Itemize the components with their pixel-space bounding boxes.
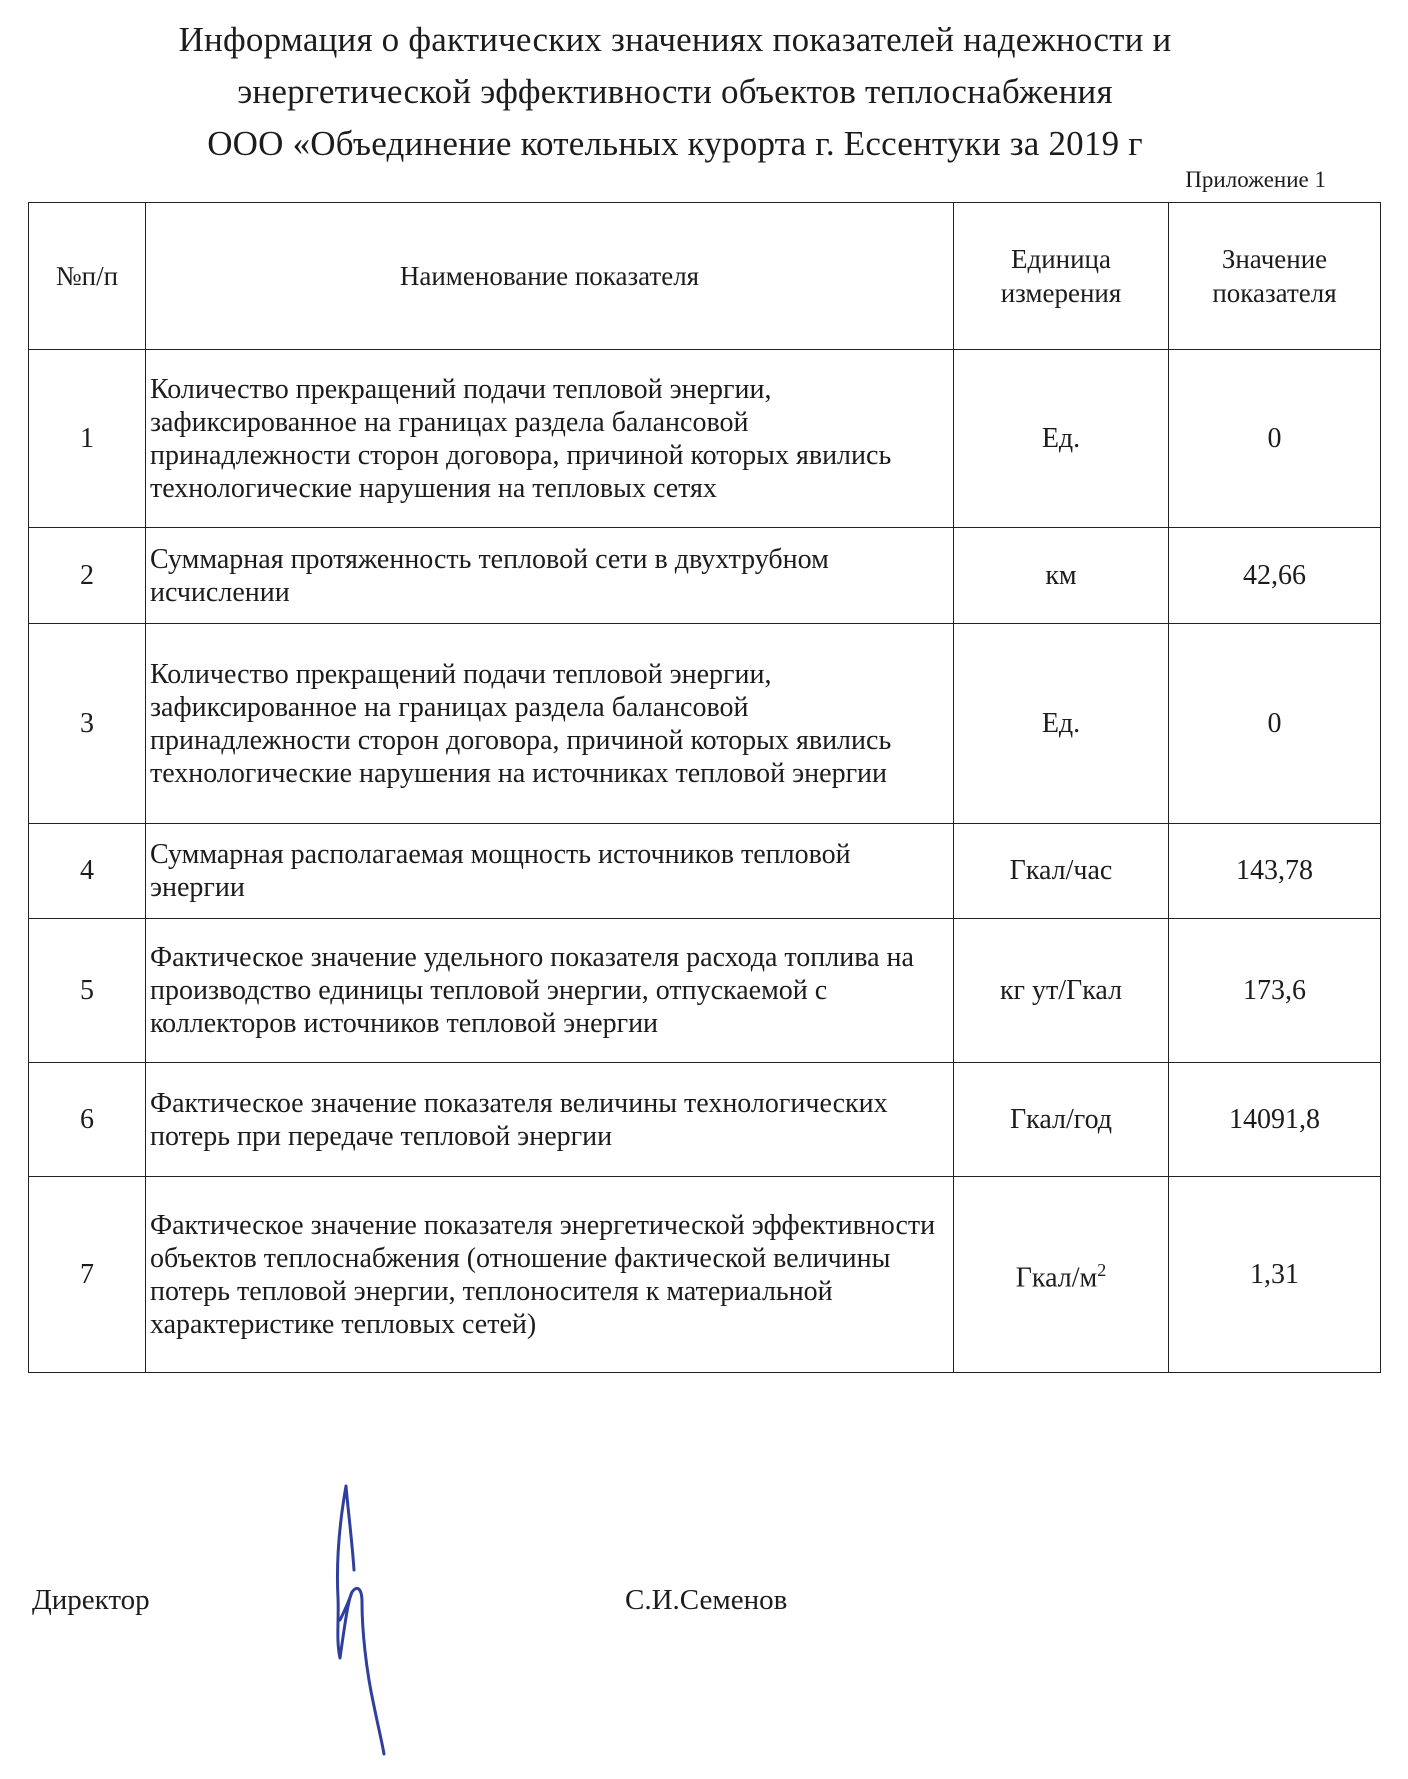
row-value: 14091,8 — [1169, 1063, 1381, 1177]
row-name: Суммарная располагаемая мощность источников тепловой энергии — [146, 824, 954, 919]
appendix-label: Приложение 1 — [1185, 167, 1326, 192]
table-row — [29, 528, 1381, 624]
row-number: 3 — [29, 624, 146, 824]
row-value: 0 — [1169, 624, 1381, 824]
row-number: 1 — [29, 350, 146, 528]
row-unit: Гкал/год — [954, 1063, 1169, 1177]
document-title — [80, 14, 1270, 170]
row-name: Количество прекращений подачи тепловой энергии, зафиксированное на границах раздела балансовой принадлежности сторон договора, причиной которых явились технологические нарушения на тепловых сетях — [146, 350, 954, 528]
table-row — [29, 919, 1381, 1063]
header-number: №п/п — [29, 203, 146, 350]
table-row — [29, 824, 1381, 919]
title-line-2: энергетической эффективности объектов теплоснабжения — [237, 72, 1113, 111]
row-unit: кг ут/Гкал — [954, 919, 1169, 1063]
row-name: Количество прекращений подачи тепловой энергии, зафиксированное на границах раздела балансовой принадлежности сторон договора, причиной которых явились технологические нарушения на источниках тепловой энергии — [146, 624, 954, 824]
table-row — [29, 1063, 1381, 1177]
row-unit — [954, 1177, 1169, 1373]
row-value: 1,31 — [1169, 1177, 1381, 1373]
signature-name: С.И.Семенов — [625, 1584, 788, 1616]
row-number: 7 — [29, 1177, 146, 1373]
signature-stroke — [337, 1486, 384, 1754]
row-number: 4 — [29, 824, 146, 919]
row-unit: Ед. — [954, 624, 1169, 824]
row-value: 0 — [1169, 350, 1381, 528]
handwritten-signature — [318, 1480, 418, 1760]
indicators-table — [28, 202, 1381, 1373]
row-unit: Гкал/час — [954, 824, 1169, 919]
unit-exponent: 2 — [1097, 1260, 1107, 1281]
row-name: Фактическое значение показателя величины технологических потерь при передаче тепловой энергии — [146, 1063, 954, 1177]
table-header-row — [29, 203, 1381, 350]
table-row — [29, 1177, 1381, 1373]
row-name: Фактическое значение показателя энергетической эффективности объектов теплоснабжения (отношение фактической величины потерь тепловой энергии, теплоносителя к материальной характеристике тепловых сетей) — [146, 1177, 954, 1373]
table-row — [29, 350, 1381, 528]
title-line-3: ООО «Объединение котельных курорта г. Ессентуки за 2019 г — [207, 124, 1143, 163]
row-number: 5 — [29, 919, 146, 1063]
row-unit: км — [954, 528, 1169, 624]
table-row — [29, 624, 1381, 824]
row-name: Фактическое значение удельного показателя расхода топлива на производство единицы тепловой энергии, отпускаемой с коллекторов источников тепловой энергии — [146, 919, 954, 1063]
row-name: Суммарная протяженность тепловой сети в двухтрубном исчислении — [146, 528, 954, 624]
unit-base: Гкал/м — [1015, 1262, 1098, 1294]
header-name: Наименование показателя — [146, 203, 954, 350]
row-value: 143,78 — [1169, 824, 1381, 919]
row-value: 42,66 — [1169, 528, 1381, 624]
title-line-1: Информация о фактических значениях показателей надежности и — [178, 20, 1172, 59]
header-value: Значение показателя — [1169, 203, 1381, 350]
header-unit: Единица измерения — [954, 203, 1169, 350]
row-value: 173,6 — [1169, 919, 1381, 1063]
row-unit: Ед. — [954, 350, 1169, 528]
row-number: 2 — [29, 528, 146, 624]
signature-position: Директор — [32, 1584, 150, 1616]
row-number: 6 — [29, 1063, 146, 1177]
